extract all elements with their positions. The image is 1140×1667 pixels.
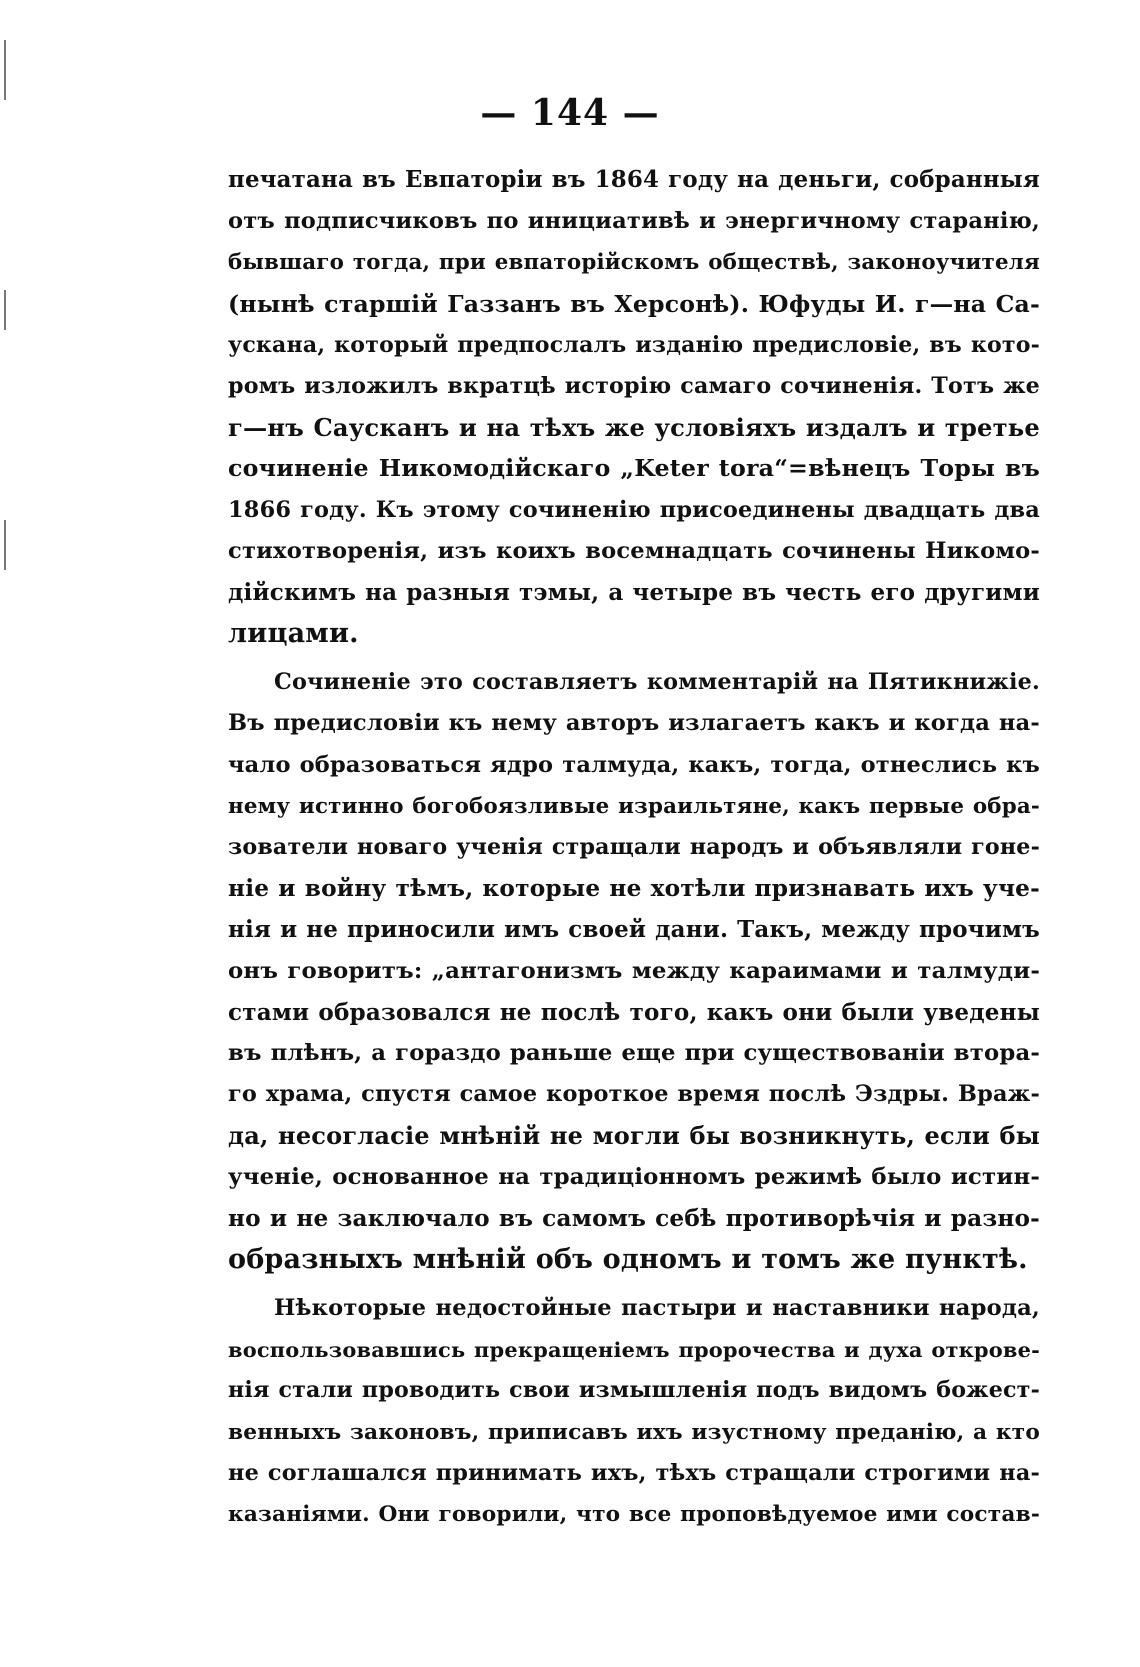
text-line: ученіе, основанное на традиціонномъ режимѣ было истин- xyxy=(228,1163,1040,1190)
page-number: — 144 — xyxy=(480,92,660,134)
paragraph-gap xyxy=(228,1280,1040,1288)
text-line: не соглашался принимать ихъ, тѣхъ стращали строгими на- xyxy=(228,1459,1040,1486)
text-line: венныхъ законовъ, приписавъ ихъ изустному преданію, а кто xyxy=(228,1419,1040,1445)
text-line: (нынѣ старшій Газзанъ въ Херсонѣ). Юфуды И. г—на Са- xyxy=(228,289,1040,318)
scan-edge-mark xyxy=(4,290,6,330)
text-line: сочиненіе Никомодійскаго „Keter tora“=вѣнецъ Торы въ xyxy=(228,454,1040,483)
text-line: стихотворенія, изъ коихъ восемнадцать сочинены Никомо- xyxy=(228,537,1040,564)
text-line: ромъ изложилъ вкратцѣ исторію самаго сочиненія. Тотъ же xyxy=(228,372,1040,399)
text-line: отъ подписчиковъ по инициативѣ и энергичному старанію, xyxy=(228,208,1040,235)
scan-edge-mark xyxy=(4,40,6,100)
text-line: чало образоваться ядро талмуда, какъ, тогда, отнеслись къ xyxy=(228,751,1040,778)
text-line: да, несогласіе мнѣній не могли бы возникнуть, если бы xyxy=(228,1121,1040,1151)
body-text xyxy=(228,160,1040,1535)
text-line: въ плѣнъ, а гораздо раньше еще при существованіи втора- xyxy=(228,1039,1040,1066)
text-line: дійскимъ на разныя тэмы, а четыре въ честь его другими xyxy=(228,578,1040,606)
text-line: г—нъ Саусканъ и на тѣхъ же условіяхъ издалъ и третье xyxy=(228,413,1040,443)
text-line: онъ говоритъ: „антагонизмъ между караимами и талмуди- xyxy=(228,957,1040,984)
text-line: 1866 году. Къ этому сочиненію присоединены двадцать два xyxy=(228,496,1040,523)
text-line: казаніями. Они говорили, что все проповѣдуемое ими состав- xyxy=(228,1502,1040,1527)
paragraph-gap xyxy=(228,654,1040,662)
text-line: ускана, который предпослалъ изданію предисловіе, въ кото- xyxy=(228,331,1040,358)
text-line: печатана въ Евпаторіи въ 1864 году на деньги, собранныя xyxy=(228,167,1040,193)
text-line: но и не заключало въ самомъ себѣ противорѣчія и разно- xyxy=(228,1204,1040,1232)
text-line: воспользовавшись прекращеніемъ пророчества и духа открове- xyxy=(228,1337,1040,1363)
text-line: Сочиненіе это составляетъ комментарій на Пятикнижіе. xyxy=(274,669,1040,696)
text-line: Въ предисловіи къ нему авторъ излагаетъ какъ и когда на- xyxy=(228,710,1040,737)
text-line: образныхъ мнѣній объ одномъ и томъ же пунктѣ. xyxy=(228,1243,1028,1275)
text-line: нему истинно богобоязливые израильтяне, какъ первые обра- xyxy=(228,793,1040,819)
text-line: лицами. xyxy=(228,618,359,650)
text-line: нія и не приносили имъ своей дани. Такъ, между прочимъ xyxy=(228,916,1040,944)
text-line: ніе и войну тѣмъ, которые не хотѣли признавать ихъ уче- xyxy=(228,875,1040,903)
text-line: Нѣкоторые недостойные пастыри и наставники народа, xyxy=(274,1295,1040,1322)
text-line: зователи новаго ученія стращали народъ и объявляли гоне- xyxy=(228,834,1040,860)
text-line: нія стали проводить свои измышленія подъ видомъ божест- xyxy=(228,1377,1040,1404)
text-line: бывшаго тогда, при евпаторійскомъ обществѣ, законоучителя xyxy=(228,250,1040,276)
text-line: стами образовался не послѣ того, какъ они были уведены xyxy=(228,998,1040,1026)
text-line: го храма, спустя самое короткое время послѣ Эздры. Враж- xyxy=(228,1081,1040,1108)
scan-edge-mark xyxy=(4,520,6,570)
